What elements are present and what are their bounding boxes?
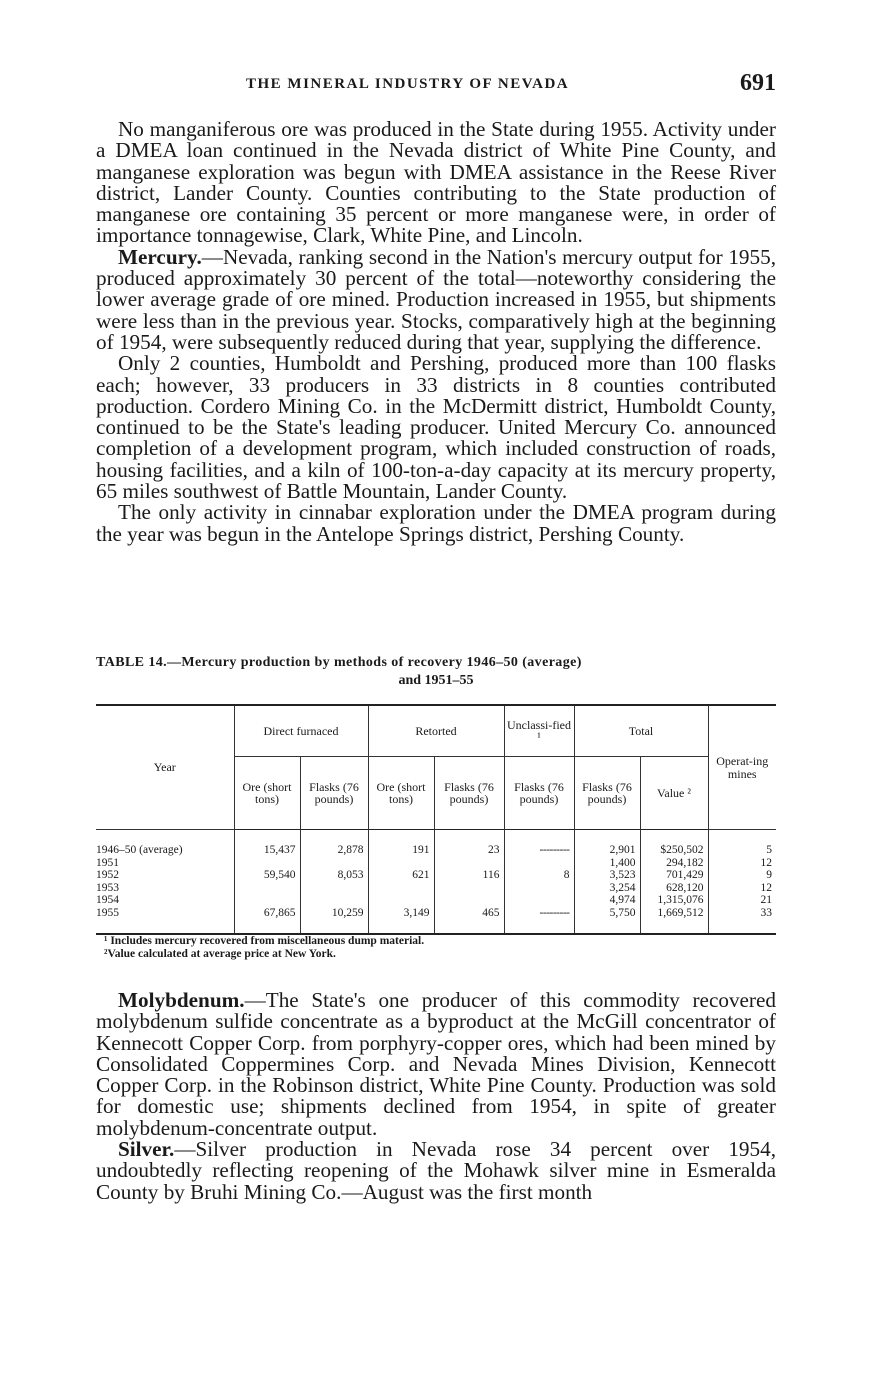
running-head <box>96 70 776 100</box>
header-df-ore: Ore (short tons) <box>234 757 300 830</box>
header-df-flasks: Flasks (76 pounds) <box>300 757 368 830</box>
cell-total-flasks: 2,901 <box>574 844 640 857</box>
mercury-production-table <box>96 704 776 935</box>
footnote-2: ²Value calculated at average price at New York. <box>104 948 336 960</box>
body-text-top <box>96 119 776 545</box>
cell-mines: 12 <box>708 882 776 895</box>
cell-unclass: 8 <box>504 869 574 882</box>
paragraph-text: —The State's one producer of this commodity recovered molybdenum sulfide concentrate as a byproduct at the McGill concentrator of Kennecott Copper Corp. from porphyry-copper ores, which had been mined by Consolidated Coppermines Corp. and Nevada Mines Division, Kennecott Copper Corp. in the Robinson district, White Pine County. Production was sold for domestic use; shipments declined from 1954, in spite of greater molybdenum-concentrate output. <box>96 988 776 1140</box>
body-text-bottom <box>96 990 776 1203</box>
cell-df-ore: 67,865 <box>234 907 300 920</box>
cell-mines: 33 <box>708 907 776 920</box>
header-unclass-flasks: Flasks (76 pounds) <box>504 757 574 830</box>
table-caption-line1: TABLE 14.—Mercury production by methods of recovery 1946–50 (average) <box>96 655 582 670</box>
cell-mines: 12 <box>708 857 776 870</box>
cell-df-flasks: 8,053 <box>300 869 368 882</box>
table-row <box>96 869 776 882</box>
table-row <box>96 857 776 870</box>
table-caption-line2: and 1951–55 <box>398 673 474 688</box>
cell-ret-ore: 3,149 <box>368 907 434 920</box>
cell-year: 1953 <box>96 881 119 894</box>
header-unclassified: Unclassi-fied ¹ <box>504 705 574 757</box>
cell-mines: 5 <box>708 844 776 857</box>
cell-value: 701,429 <box>640 869 708 882</box>
footnote-1: ¹ Includes mercury recovered from miscellaneous dump material. <box>104 935 425 947</box>
cell-ret-flasks: 116 <box>434 869 504 882</box>
paragraph-silver <box>96 1139 776 1203</box>
cell-value: $250,502 <box>640 844 708 857</box>
paragraph-text: The only activity in cinnabar exploration under the DMEA program during the year was begun in the Antelope Springs district, Pershing County. <box>96 500 776 546</box>
header-ret-ore: Ore (short tons) <box>368 757 434 830</box>
cell-df-ore: 59,540 <box>234 869 300 882</box>
cell-mines: 21 <box>708 894 776 907</box>
section-heading-molybdenum: Molybdenum. <box>118 988 245 1012</box>
paragraph-text: —Nevada, ranking second in the Nation's mercury output for 1955, produced approximately 30 percent of the total—noteworthy considering the lower average grade of ore mined. Production increased in 1955, but shipments were less than in the previous year. Stocks, comparatively high at the beginning of 1954, were subsequently reduced during that year, supplying the difference. <box>96 244 776 354</box>
table-row <box>96 894 776 907</box>
header-ret-flasks: Flasks (76 pounds) <box>434 757 504 830</box>
paragraph-text: Only 2 counties, Humboldt and Pershing, produced more than 100 flasks each; however, 33 producers in 33 districts in 8 counties contributed production. Cordero Mining Co. in the McDermitt district, Humboldt County, continued to be the State's leading producer. United Mercury Co. announced completion of a development program, which included construction of roads, housing facilities, and a kiln of 100-ton-a-day capacity at its mercury property, 65 miles southwest of Battle Mountain, Lander County. <box>96 351 776 504</box>
cell-unclass: --------- <box>504 907 574 920</box>
cell-total-flasks: 3,254 <box>574 882 640 895</box>
paragraph-text: No manganiferous ore was produced in the State during 1955. Activity under a DMEA loan continued in the Nevada district of White Pine County, and manganese exploration was begun with DMEA assistance in the Reese River district, Lander County. Counties contributing to the State production of manganese ore containing 35 percent or more manganese were, in order of importance tonnagewise, Clark, White Pine, and Lincoln. <box>96 117 776 248</box>
header-total: Total <box>574 705 708 757</box>
cell-df-ore: 15,437 <box>234 844 300 857</box>
header-value: Value ² <box>640 757 708 830</box>
cell-value: 1,315,076 <box>640 894 708 907</box>
paragraph-molybdenum <box>96 990 776 1139</box>
section-heading-silver: Silver. <box>118 1137 175 1162</box>
paragraph-cinnabar <box>96 502 776 545</box>
cell-ret-ore: 191 <box>368 844 434 857</box>
cell-unclass: --------- <box>504 844 574 857</box>
header-direct-furnaced: Direct furnaced <box>234 705 368 757</box>
table-caption <box>96 654 776 690</box>
header-retorted: Retorted <box>368 705 504 757</box>
page-number: 691 <box>740 70 776 96</box>
table-row <box>96 882 776 895</box>
cell-total-flasks: 1,400 <box>574 857 640 870</box>
cell-year: 1951 <box>96 856 119 869</box>
cell-value: 628,120 <box>640 882 708 895</box>
cell-value: 1,669,512 <box>640 907 708 920</box>
cell-value: 294,182 <box>640 857 708 870</box>
cell-ret-ore: 621 <box>368 869 434 882</box>
table-row <box>96 907 776 920</box>
header-year: Year <box>96 705 234 830</box>
cell-ret-flasks: 465 <box>434 907 504 920</box>
cell-df-flasks: 10,259 <box>300 907 368 920</box>
cell-total-flasks: 4,974 <box>574 894 640 907</box>
cell-df-flasks: 2,878 <box>300 844 368 857</box>
cell-year: 1946–50 (average) <box>96 844 183 856</box>
table-row <box>96 844 776 857</box>
table-footnotes <box>104 935 764 961</box>
cell-ret-flasks: 23 <box>434 844 504 857</box>
cell-total-flasks: 5,750 <box>574 907 640 920</box>
header-total-flasks: Flasks (76 pounds) <box>574 757 640 830</box>
paragraph-text: —Silver production in Nevada rose 34 percent over 1954, undoubtedly reflecting reopening of the Mohawk silver mine in Esmeralda County by Bruhi Mining Co.—August was the first month <box>96 1137 776 1204</box>
section-heading-mercury: Mercury. <box>118 244 202 269</box>
cell-mines: 9 <box>708 869 776 882</box>
running-title: THE MINERAL INDUSTRY OF NEVADA <box>246 76 570 92</box>
cell-year: 1952 <box>96 869 119 881</box>
cell-year: 1954 <box>96 894 119 906</box>
header-operating-mines: Operat-ing mines <box>708 705 776 830</box>
paragraph-mercury <box>96 244 776 354</box>
paragraph-manganese <box>96 119 776 247</box>
mercury-table-container <box>96 704 776 935</box>
cell-year: 1955 <box>96 906 119 919</box>
cell-total-flasks: 3,523 <box>574 869 640 882</box>
paragraph-mercury-counties <box>96 353 776 502</box>
